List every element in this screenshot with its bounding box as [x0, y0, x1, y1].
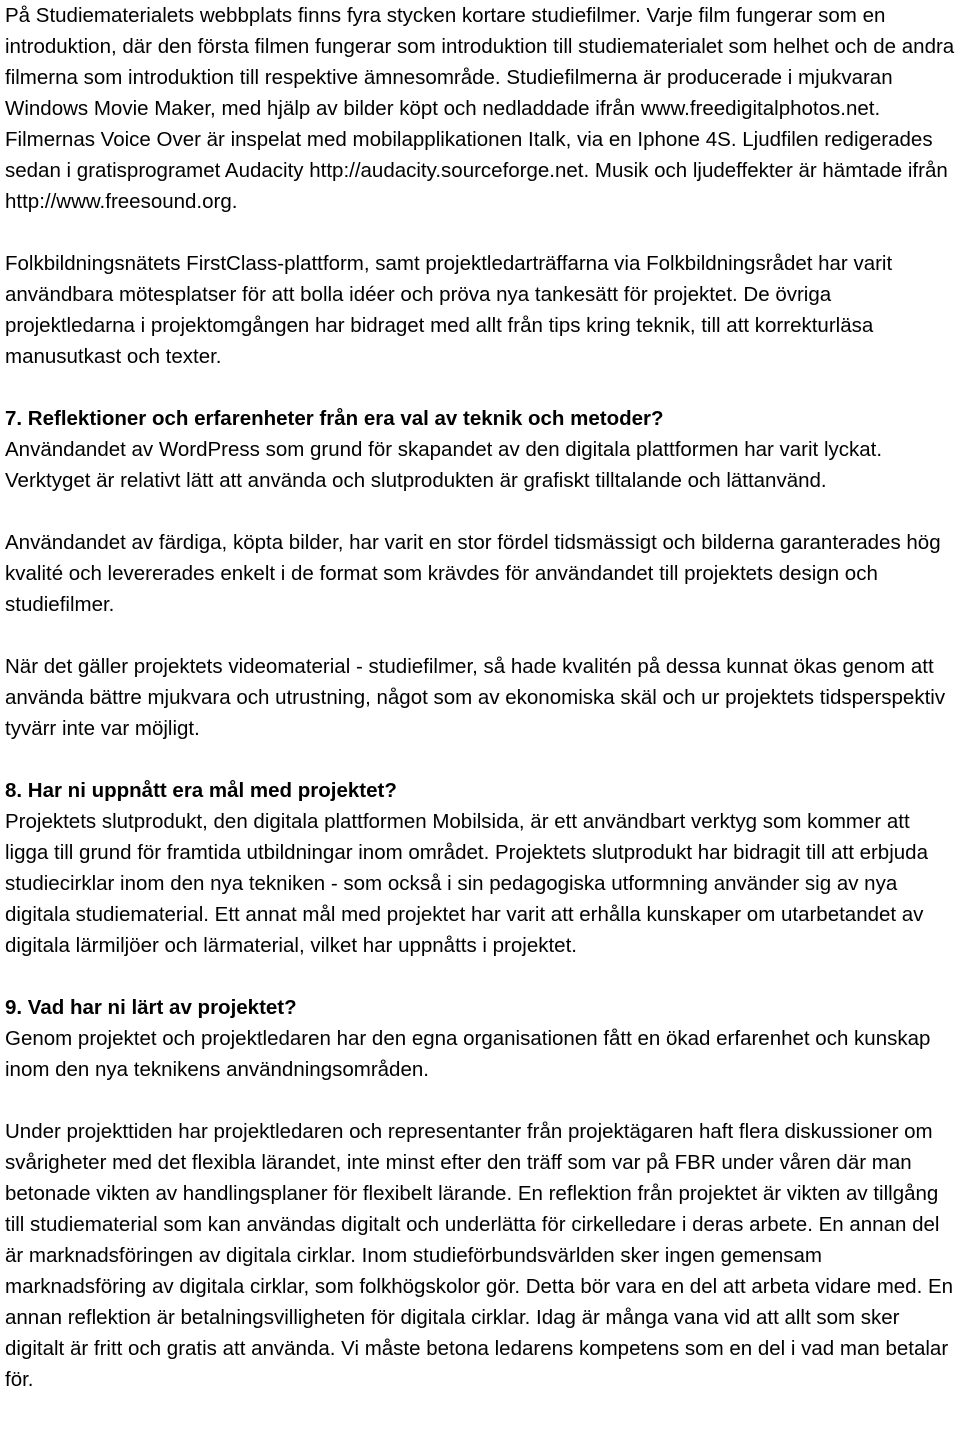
section-9-paragraph: Under projekttiden har projektledaren och representanter från projektägaren haft flera diskussioner om svårigheter med det flexibla lärandet, inte minst efter den träff som var på FBR under våren där man betonade vikten av handlingsplaner för flexibelt lärande. En reflektion från projektet är vikten av tillgång till studiematerial som kan användas digitalt och underlätta för cirkelledare i deras arbete. En annan del är marknadsföringen av digitala cirklar. Inom studieförbundsvärlden sker ingen gemensam marknadsföring av digitala cirklar, som folkhögskolor gör. Detta bör vara en del att arbeta vidare med. En annan reflektion är betalningsvilligheten för digitala cirklar. Idag är många vana vid att allt som sker digitalt är fritt och gratis att använda. Vi måste betona ledarens kompetens som en del i vad man betalar för. — [5, 1120, 954, 1391]
section-7-heading: 7. Reflektioner och erfarenheter från era val av teknik och metoder? — [5, 407, 664, 430]
section-8-heading: 8. Har ni uppnått era mål med projektet? — [5, 779, 397, 802]
document-page — [5, 0, 957, 1395]
section-7-paragraph: När det gäller projektets videomaterial - studiefilmer, så hade kvalitén på dessa kunnat ökas genom att använda bättre mjukvara och utrustning, något som av ekonomiska skäl och ur projektets tidsperspektiv tyvärr inte var möjligt. — [5, 655, 946, 740]
firstclass-paragraph: Folkbildningsnätets FirstClass-plattform, samt projektledarträffarna via Folkbildningsrådet har varit användbara mötesplatser för att bolla idéer och pröva nya tankesätt för projektet. De övriga projektledarna i projektomgången har bidraget med allt från tips kring teknik, till att korrekturläsa manusutkast och texter. — [5, 252, 893, 368]
section-8-paragraph: Projektets slutprodukt, den digitala plattformen Mobilsida, är ett användbart verktyg som kommer att ligga till grund för framtida utbildningar inom området. Projektets slutprodukt har bidragit till att erbjuda studiecirklar inom den nya tekniken - som också i sin pedagogiska utformning använder sig av nya digitala studiematerial. Ett annat mål med projektet har varit att erhålla kunskaper om utarbetandet av digitala lärmiljöer och lärmaterial, vilket har uppnåtts i projektet. — [5, 810, 928, 957]
section-9-paragraph: Genom projektet och projektledaren har den egna organisationen fått en ökad erfarenhet och kunskap inom den nya teknikens användningsområden. — [5, 1027, 931, 1081]
section-7-paragraph: Användandet av WordPress som grund för skapandet av den digitala plattformen har varit lyckat. Verktyget är relativt lätt att använda och slutprodukten är grafiskt tilltalande och lättanvänd. — [5, 438, 883, 492]
intro-paragraph: På Studiematerialets webbplats finns fyra stycken kortare studiefilmer. Varje film fungerar som en introduktion, där den första filmen fungerar som introduktion till studiematerialet som helhet och de andra filmerna som introduktion till respektive ämnesområde. Studiefilmerna är producerade i mjukvaran Windows Movie Maker, med hjälp av bilder köpt och nedladdade ifrån www.freedigitalphotos.net. Filmernas Voice Over är inspelat med mobilapplikationen Italk, via en Iphone 4S. Ljudfilen redigerades sedan i gratisprogramet Audacity http://audacity.sourceforge.net. Musik och ljudeffekter är hämtade ifrån http://www.freesound.org. — [5, 4, 955, 213]
section-7-paragraph: Användandet av färdiga, köpta bilder, har varit en stor fördel tidsmässigt och bilderna garanterades hög kvalité och levererades enkelt i de format som krävdes för användandet till projektets design och studiefilmer. — [5, 531, 941, 616]
section-9-heading: 9. Vad har ni lärt av projektet? — [5, 996, 297, 1019]
